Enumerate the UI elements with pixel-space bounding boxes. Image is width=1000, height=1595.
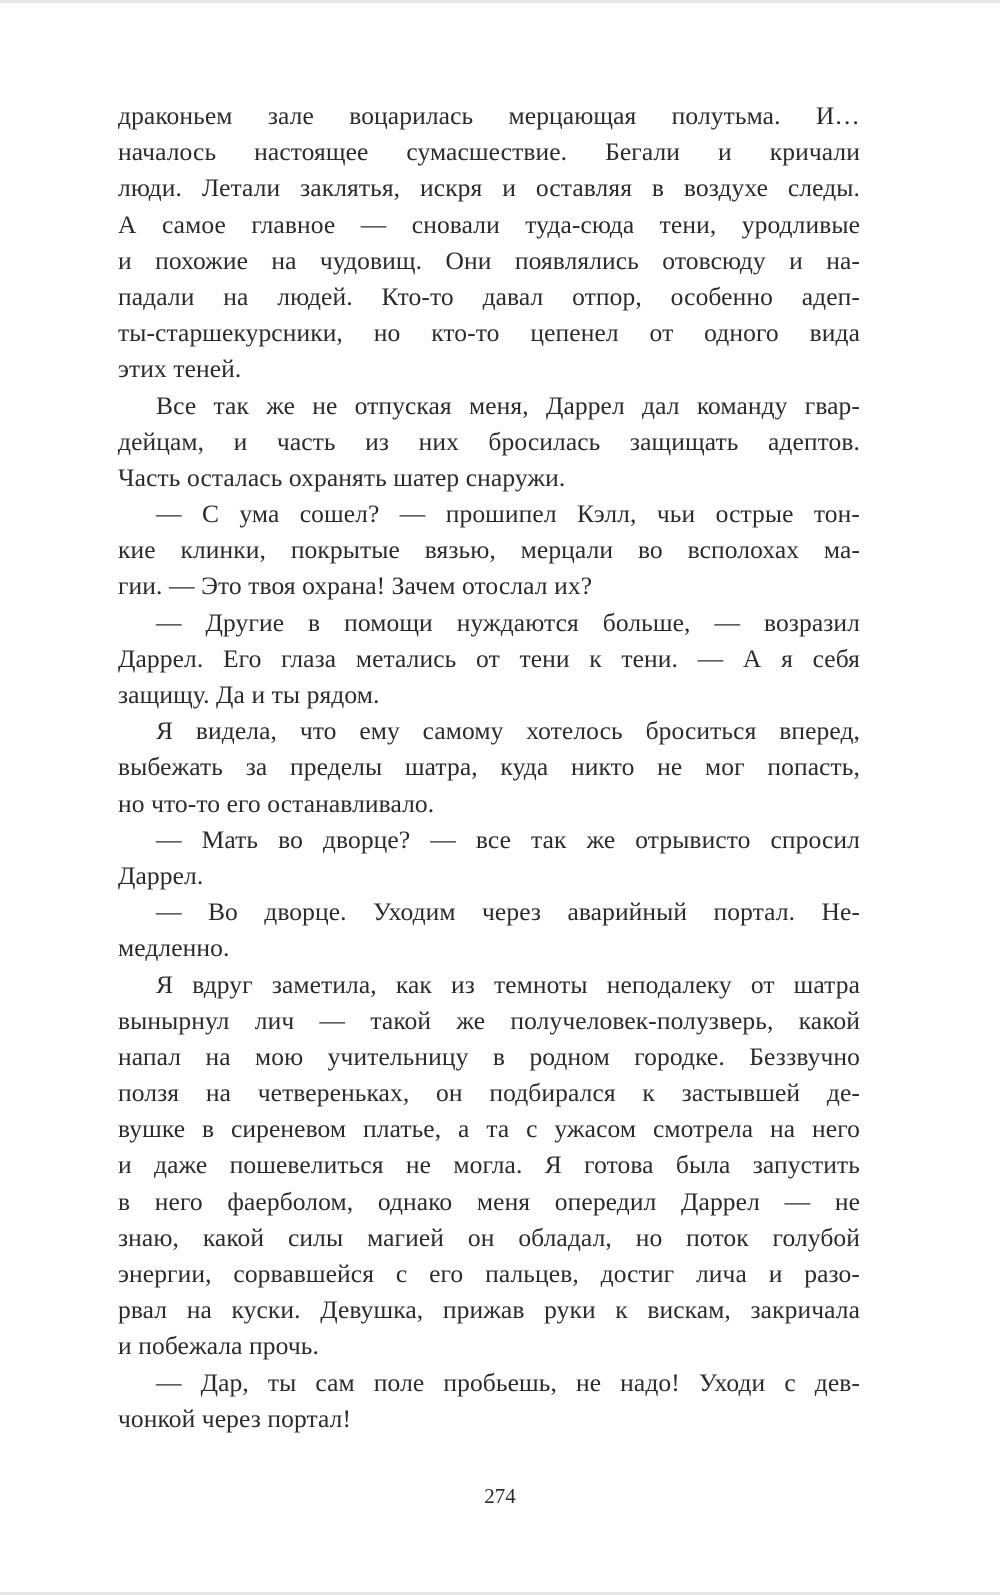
book-page-text <box>118 98 860 1437</box>
text-line: люди. Летали заклятья, искря и оставляя в воздухе следы. <box>118 173 860 203</box>
text-line: гии. — Это твоя охрана! Зачем отослал их? <box>118 571 593 601</box>
text-line: вынырнул лич — такой же получеловек-полузверь, какой <box>118 1005 860 1035</box>
text-line: вушке в сиреневом платье, а та с ужасом смотрела на него <box>118 1114 860 1144</box>
text-line: — Другие в помощи нуждаются больше, — возразил <box>156 607 860 637</box>
text-line: Я вдруг заметила, как из темноты неподалеку от шатра <box>156 969 860 999</box>
page-number: 274 <box>484 1484 516 1508</box>
text-line: ползя на четвереньках, он подбирался к застывшей де- <box>118 1078 860 1108</box>
text-line: в него фаерболом, однако меня опередил Даррел — не <box>118 1186 860 1216</box>
text-line: драконьем зале воцарилась мерцающая полутьма. И… <box>118 101 860 130</box>
text-line: и побежала прочь. <box>118 1331 319 1361</box>
text-line: Даррел. Его глаза метались от тени к тени. — А я себя <box>118 643 860 673</box>
text-line: выбежать за пределы шатра, куда никто не мог попасть, <box>118 752 860 782</box>
text-line: Все так же не отпуская меня, Даррел дал команду гвар- <box>156 390 860 420</box>
text-line: Даррел. <box>118 860 204 890</box>
text-line: дейцам, и часть из них бросилась защищать адептов. <box>118 426 860 456</box>
text-line: и похожие на чудовищ. Они появлялись отовсюду и на- <box>118 245 860 275</box>
text-line: Часть осталась охранять шатер снаружи. <box>118 462 566 492</box>
text-line: медленно. <box>118 933 230 963</box>
text-line: напал на мою учительницу в родном городке. Беззвучно <box>118 1041 860 1071</box>
text-line: — С ума сошел? — прошипел Кэлл, чьи острые тон- <box>156 499 860 529</box>
text-line: энергии, сорвавшейся с его пальцев, достиг лича и разо- <box>118 1259 860 1288</box>
text-line: рвал на куски. Девушка, прижав руки к вискам, закричала <box>118 1295 860 1325</box>
text-line: Я видела, что ему самому хотелось броситься вперед, <box>156 716 860 746</box>
text-line: началось настоящее сумасшествие. Бегали и кричали <box>118 137 860 167</box>
text-line: — Дар, ты сам поле пробьешь, не надо! Уходи с дев- <box>156 1367 860 1397</box>
text-line: и даже пошевелиться не могла. Я готова была запустить <box>118 1150 860 1180</box>
text-line: знаю, какой силы магией он обладал, но поток голубой <box>118 1222 860 1252</box>
text-line: — Во дворце. Уходим через аварийный портал. Не- <box>156 897 860 927</box>
text-line: падали на людей. Кто-то давал отпор, особенно адеп- <box>118 281 860 311</box>
text-line: кие клинки, покрытые вязью, мерцали во всполохах ма- <box>118 535 860 565</box>
text-line: — Мать во дворце? — все так же отрывисто спросил <box>156 824 860 854</box>
text-line: чонкой через портал! <box>118 1403 352 1433</box>
text-line: ты-старшекурсники, но кто-то цепенел от одного вида <box>118 318 860 348</box>
text-line: но что-то его останавливало. <box>118 788 435 818</box>
text-line: этих теней. <box>118 354 242 384</box>
text-line: защищу. Да и ты рядом. <box>118 680 380 709</box>
text-line: А самое главное — сновали туда-сюда тени, уродливые <box>118 209 860 239</box>
page-top-border <box>0 0 1000 3</box>
